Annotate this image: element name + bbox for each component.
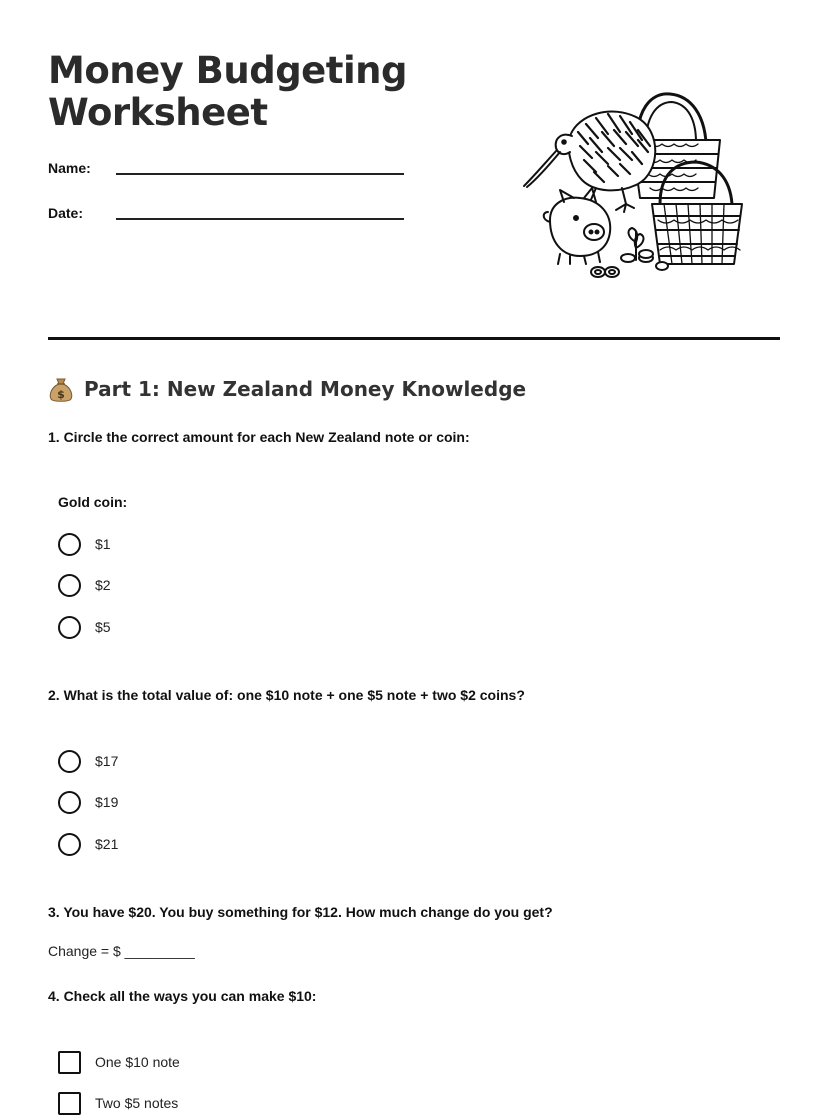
option-label: $19 (95, 794, 119, 810)
q1-option-1[interactable] (58, 532, 111, 556)
q2-option-3[interactable] (58, 832, 118, 856)
date-input-line[interactable] (116, 218, 404, 220)
kiwi-piggybank-illustration (520, 92, 752, 284)
radio-circle-icon[interactable] (58, 833, 81, 856)
part1-heading-text: Part 1: New Zealand Money Knowledge (84, 377, 527, 401)
radio-circle-icon[interactable] (58, 574, 81, 597)
section-divider (48, 337, 780, 340)
checkbox-icon[interactable] (58, 1092, 81, 1115)
question-4: 4. Check all the ways you can make $10: (48, 988, 317, 1004)
option-label: $17 (95, 753, 119, 769)
option-label: One $10 note (95, 1054, 180, 1070)
svg-text:$: $ (57, 388, 65, 401)
option-label: $5 (95, 619, 111, 635)
q4-option-1[interactable] (58, 1050, 180, 1074)
radio-circle-icon[interactable] (58, 616, 81, 639)
option-label: $2 (95, 577, 111, 593)
checkbox-icon[interactable] (58, 1051, 81, 1074)
question-3: 3. You have $20. You buy something for $12. How much change do you get? (48, 904, 553, 920)
gold-coin-label: Gold coin: (58, 494, 128, 510)
radio-circle-icon[interactable] (58, 791, 81, 814)
question-2: 2. What is the total value of: one $10 note + one $5 note + two $2 coins? (48, 687, 525, 703)
q1-option-2[interactable] (58, 573, 111, 597)
question-1: 1. Circle the correct amount for each New Zealand note or coin: (48, 429, 470, 445)
q4-option-2[interactable] (58, 1091, 178, 1115)
radio-circle-icon[interactable] (58, 750, 81, 773)
name-input-line[interactable] (116, 173, 404, 175)
q1-option-3[interactable] (58, 615, 111, 639)
radio-circle-icon[interactable] (58, 533, 81, 556)
q2-option-1[interactable] (58, 749, 118, 773)
q2-option-2[interactable] (58, 790, 118, 814)
worksheet-title: Money Budgeting Worksheet (48, 49, 407, 134)
date-label: Date: (48, 205, 84, 221)
part1-heading (48, 374, 526, 404)
money-bag-icon (48, 375, 74, 403)
name-label: Name: (48, 160, 91, 176)
option-label: $21 (95, 836, 119, 852)
option-label: Two $5 notes (95, 1095, 179, 1111)
option-label: $1 (95, 536, 111, 552)
change-answer-field[interactable]: Change = $ _________ (48, 943, 195, 959)
